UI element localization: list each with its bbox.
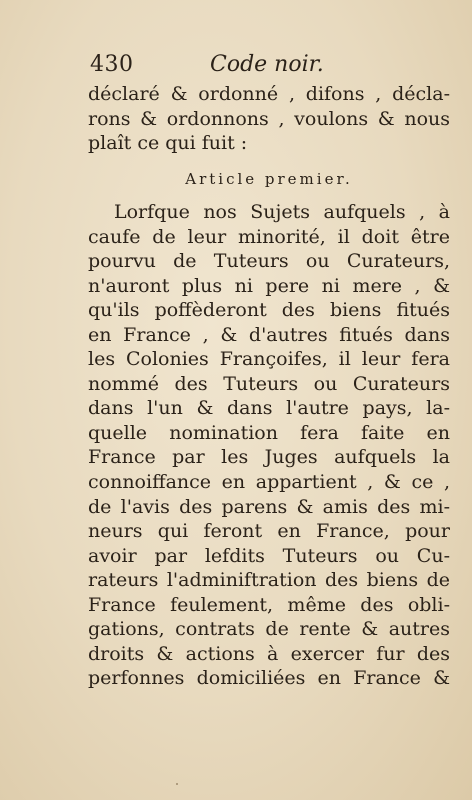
text-line: caufe de leur minorité, il doit être [88,225,450,248]
text-line: dans l'un & dans l'autre pays, la- [88,397,450,420]
text-line: déclaré & ordonné , difons , décla- [88,83,450,105]
text-line: neurs qui feront en France, pour [88,520,450,543]
text-line: pourvu de Tuteurs ou Curateurs, [88,250,450,273]
text-line: nommé des Tuteurs ou Curateurs [88,372,450,395]
text-line: de l'avis des parens & amis des mi- [88,495,450,518]
text-line: n'auront plus ni pere ni mere , & [88,274,450,297]
article-paragraph [88,200,450,691]
text-line: qu'ils poffèderont des biens fitués [88,299,450,322]
intro-text [88,82,450,156]
article-heading: Article premier. [185,170,353,188]
text-line: perfonnes domiciliées en France & [88,667,450,690]
running-title: Code noir. [210,52,324,77]
text-line: connoiffance en appartient , & ce , [88,471,450,494]
text-line: rons & ordonnons , voulons & nous [88,107,450,130]
page-number: 430 [90,52,134,77]
text-line: rateurs l'adminiftration des biens de [88,569,450,592]
text-line: droits & actions à exercer fur des [88,642,450,665]
paper-speck [176,783,178,785]
page-header [90,52,390,82]
text-line: en France , & d'autres fitués dans [88,323,450,346]
text-line: plaît ce qui fuit : [88,132,248,155]
text-line: gations, contrats de rente & autres [88,618,450,641]
text-line: quelle nomination fera faite en [88,421,450,444]
text-line: Lorfque nos Sujets aufquels , à [114,201,450,223]
text-line: France par les Juges aufquels la [88,446,450,469]
text-line: avoir par lefdits Tuteurs ou Cu- [88,544,450,567]
text-line: France feulement, même des obli- [88,593,450,616]
text-line: les Colonies Françoifes, il leur fera [88,348,450,371]
